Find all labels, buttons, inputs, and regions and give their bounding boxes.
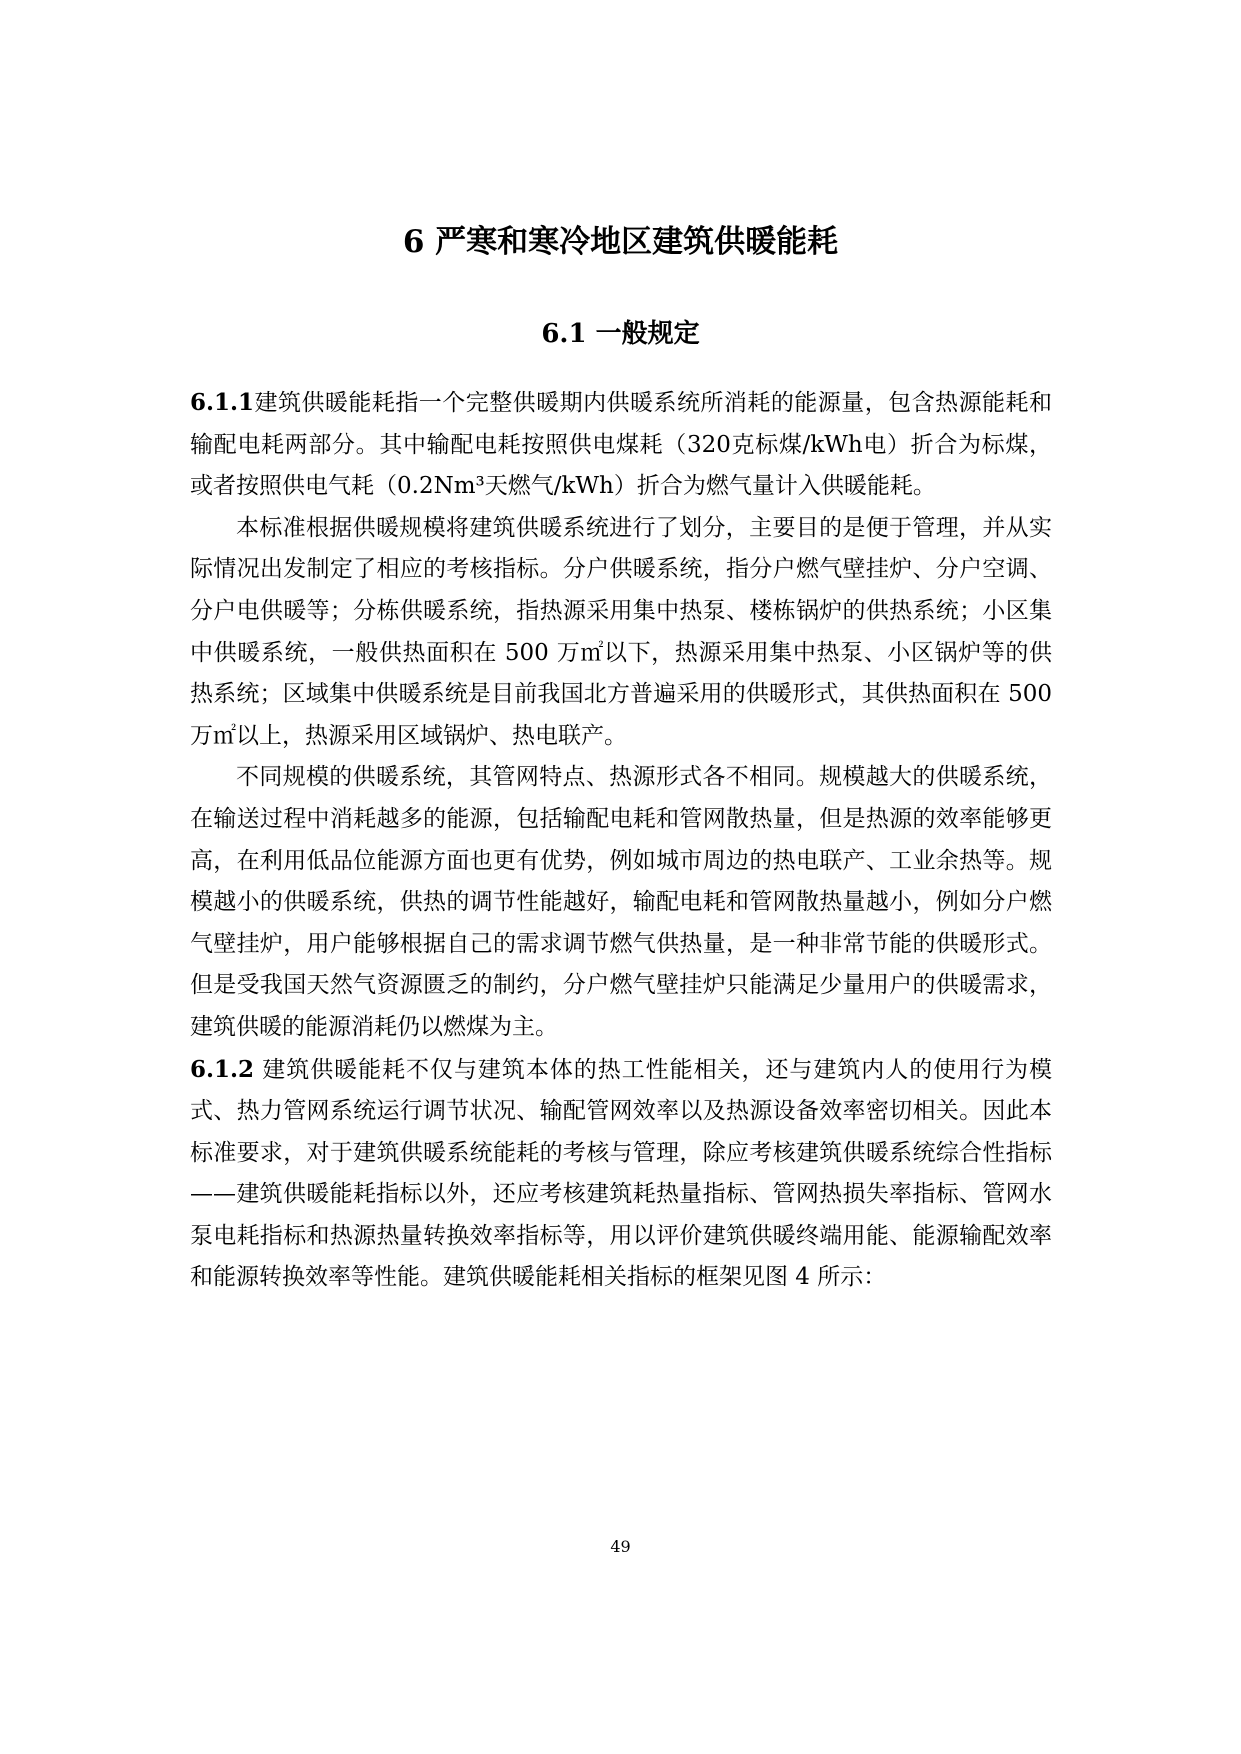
body-text	[190, 382, 1052, 1299]
paragraph-6-1-2	[190, 1049, 1052, 1300]
paragraph-text: 建筑供暖能耗不仅与建筑本体的热工性能相关，还与建筑内人的使用行为模式、热力管网系统运行调节状况、输配管网效率以及热源设备效率密切相关。因此本标准要求，对于建筑供暖系统能耗的考核与管理，除应考核建筑供暖系统综合性指标——建筑供暖能耗指标以外，还应考核建筑耗热量指标、管网热损失率指标、管网水泵电耗指标和热源热量转换效率指标等，用以评价建筑供暖终端用能、能源输配效率和能源转换效率等性能。建筑供暖能耗相关指标的框架见图 4 所示：	[190, 1056, 1052, 1291]
clause-number: 6.1.1	[190, 389, 255, 416]
paragraph-text: 建筑供暖能耗指一个完整供暖期内供暖系统所消耗的能源量，包含热源能耗和输配电耗两部分。其中输配电耗按照供电煤耗（320克标煤/kWh电）折合为标煤，或者按照供电气耗（0.2Nm³天燃气/kWh）折合为燃气量计入供暖能耗。	[190, 390, 1052, 500]
paragraph-text: 不同规模的供暖系统，其管网特点、热源形式各不相同。规模越大的供暖系统，在输送过程中消耗越多的能源，包括输配电耗和管网散热量，但是热源的效率能够更高，在利用低品位能源方面也更有优势，例如城市周边的热电联产、工业余热等。规模越小的供暖系统，供热的调节性能越好，输配电耗和管网散热量越小，例如分户燃气壁挂炉，用户能够根据自己的需求调节燃气供热量，是一种非常节能的供暖形式。但是受我国天然气资源匮乏的制约，分户燃气壁挂炉只能满足少量用户的供暖需求，建筑供暖的能源消耗仍以燃煤为主。	[190, 764, 1052, 1040]
paragraph-system-comparison	[190, 757, 1052, 1048]
clause-number: 6.1.2	[190, 1055, 255, 1083]
page-number: 49	[610, 1537, 631, 1556]
paragraph-6-1-1	[190, 382, 1052, 508]
chapter-title: 6 严寒和寒冷地区建筑供暖能耗	[402, 224, 839, 260]
paragraph-text: 本标准根据供暖规模将建筑供暖系统进行了划分，主要目的是便于管理，并从实际情况出发制定了相应的考核指标。分户供暖系统，指分户燃气壁挂炉、分户空调、分户电供暖等；分栋供暖系统，指热源采用集中热泵、楼栋锅炉的供热系统；小区集中供暖系统，一般供热面积在 500 万㎡以下，热源采用集中热泵、小区锅炉等的供热系统；区域集中供暖系统是目前我国北方普遍采用的供暖形式，其供热面积在 500 万㎡以上，热源采用区域锅炉、热电联产。	[190, 514, 1052, 749]
section-title: 6.1 一般规定	[541, 319, 700, 349]
paragraph-heating-scale	[190, 508, 1052, 758]
